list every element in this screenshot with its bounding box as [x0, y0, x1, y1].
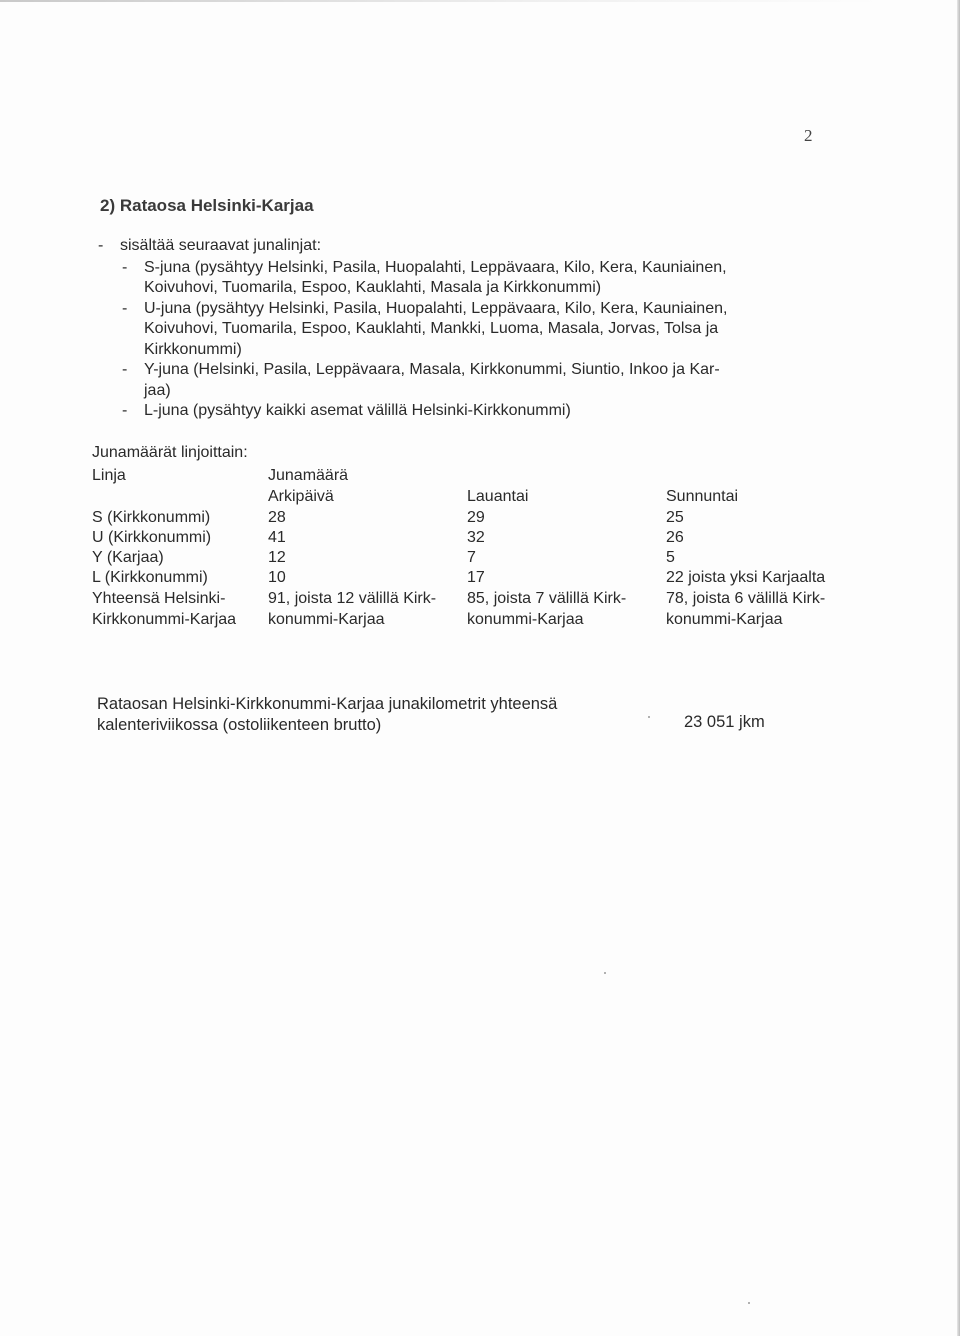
row-u-sunday: 26 [666, 529, 684, 546]
scan-speck [648, 716, 650, 718]
km-label-line-2: kalenteriviikossa (ostoliikenteen brutto) [97, 715, 382, 734]
row-l-line: L (Kirkkonummi) [92, 569, 208, 586]
list-dash: - [122, 361, 128, 378]
line-text: Y-juna (Helsinki, Pasila, Leppävaara, Masala, Kirkkonummi, Siuntio, Inkoo ja Kar- [144, 361, 720, 378]
row-total-sunday-1: 78, joista 6 välillä Kirk- [666, 590, 826, 607]
row-total-line-1: Yhteensä Helsinki- [92, 590, 226, 607]
list-dash: - [122, 258, 128, 276]
row-y-sunday: 5 [666, 549, 675, 566]
train-line-item-y [98, 360, 838, 401]
row-s-saturday: 29 [467, 509, 485, 526]
scan-edge-top [0, 0, 880, 2]
row-total-line-2: Kirkkonummi-Karjaa [92, 611, 237, 628]
line-text: Kirkkonummi) [144, 340, 242, 358]
row-u-weekday: 41 [268, 529, 286, 546]
col-header-count: Junamäärä [268, 467, 349, 484]
row-total-weekday-1: 91, joista 12 välillä Kirk- [268, 590, 437, 607]
list-dash: - [122, 299, 128, 317]
col-header-weekday: Arkipäivä [268, 488, 334, 505]
line-text: Koivuhovi, Tuomarila, Espoo, Kauklahti, Masala ja Kirkkonummi) [144, 279, 602, 296]
row-y-weekday: 12 [268, 549, 286, 566]
train-line-sublist [98, 258, 838, 422]
km-value: 23 051 jkm [684, 713, 765, 731]
train-line-list [98, 236, 838, 422]
row-s-line: S (Kirkkonummi) [92, 509, 211, 526]
row-y-line: Y (Karjaa) [92, 549, 164, 566]
km-label [97, 694, 557, 735]
row-l-sunday: 22 joista yksi Karjaalta [666, 569, 826, 586]
line-text: jaa) [144, 381, 171, 399]
row-y-saturday: 7 [467, 549, 476, 566]
row-total-weekday-2: konummi-Karjaa [268, 611, 385, 628]
counts-heading: Junamäärät linjoittain: [92, 444, 248, 461]
line-text: S-juna (pysähtyy Helsinki, Pasila, Huopalahti, Leppävaara, Kilo, Kera, Kauniainen, [144, 258, 727, 276]
intro-text: sisältää seuraavat junalinjat: [120, 237, 322, 254]
km-label-line-1: Rataosan Helsinki-Kirkkonummi-Karjaa junakilometrit yhteensä [97, 695, 558, 713]
row-u-saturday: 32 [467, 529, 485, 546]
intro-item [98, 236, 838, 257]
train-line-item-u [98, 299, 838, 361]
row-total-sunday-2: konummi-Karjaa [666, 611, 783, 628]
train-line-item-l [98, 401, 838, 422]
col-header-line: Linja [92, 467, 126, 484]
line-text: U-juna (pysähtyy Helsinki, Pasila, Huopalahti, Leppävaara, Kilo, Kera, Kauniainen, [144, 299, 728, 317]
row-u-line: U (Kirkkonummi) [92, 529, 212, 546]
row-l-saturday: 17 [467, 569, 485, 586]
line-text: Koivuhovi, Tuomarila, Espoo, Kauklahti, Mankki, Luoma, Masala, Jorvas, Tolsa ja [144, 320, 719, 337]
row-total-saturday-1: 85, joista 7 välillä Kirk- [467, 590, 627, 607]
scan-speck [604, 972, 606, 974]
train-line-item-s [98, 258, 838, 299]
row-total-saturday-2: konummi-Karjaa [467, 611, 584, 628]
row-s-sunday: 25 [666, 509, 684, 526]
section-title: 2) Rataosa Helsinki-Karjaa [100, 196, 314, 215]
row-s-weekday: 28 [268, 509, 286, 526]
list-dash: - [122, 402, 128, 419]
list-dash: - [98, 237, 104, 254]
col-header-sunday: Sunnuntai [666, 488, 739, 505]
page-number: 2 [804, 126, 813, 145]
line-text: L-juna (pysähtyy kaikki asemat välillä Helsinki-Kirkkonummi) [144, 402, 571, 419]
row-l-weekday: 10 [268, 569, 286, 586]
col-header-saturday: Lauantai [467, 488, 529, 505]
scan-speck [748, 1302, 750, 1304]
